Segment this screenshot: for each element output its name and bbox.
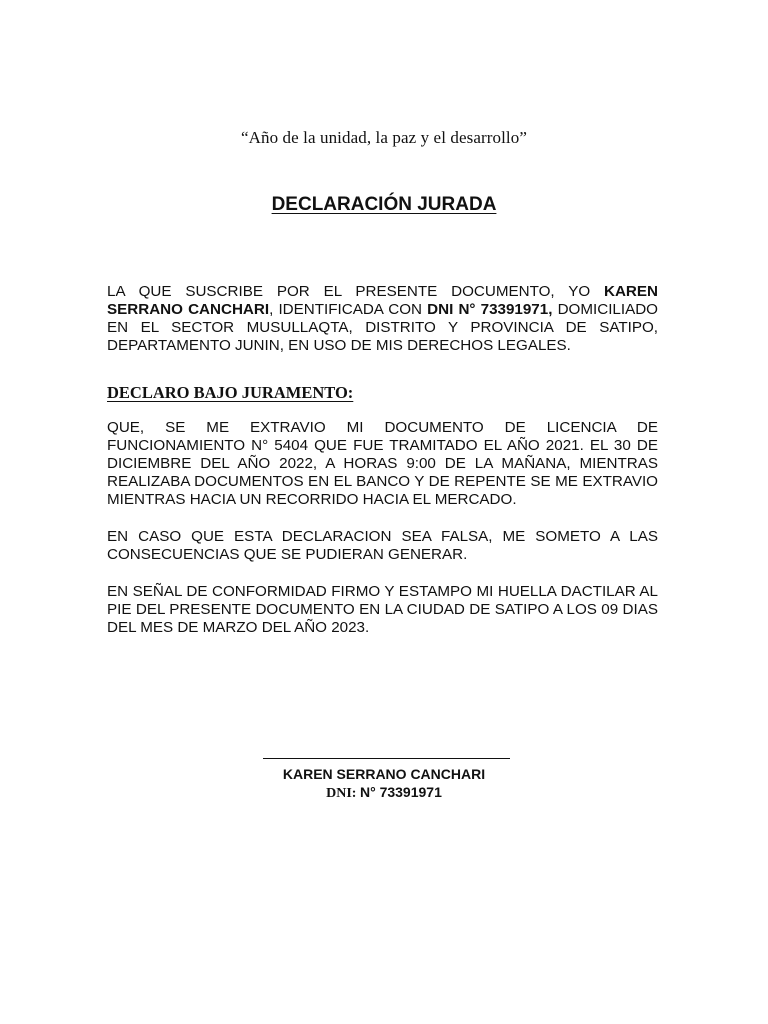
signature-line xyxy=(263,758,510,759)
signature-dni-value: N° 73391971 xyxy=(359,784,442,800)
declarant-name: KAREN SERRANO CANCHARI xyxy=(107,283,658,318)
year-motto: “Año de la unidad, la paz y el desarrollo” xyxy=(240,128,527,147)
signature-dni-label: DNI: xyxy=(326,786,357,801)
declarant-dni: DNI N° 73391971, xyxy=(427,301,553,318)
signature-dni xyxy=(0,784,768,802)
falsity-clause-paragraph: EN CASO QUE ESTA DECLARACION SEA FALSA, ME SOMETO A LAS CONSECUENCIAS QUE SE PUDIERAN GENERAR. xyxy=(107,528,658,563)
document-title: DECLARACIÓN JURADA xyxy=(271,194,497,215)
declaro-heading: DECLARO BAJO JURAMENTO: xyxy=(107,383,354,402)
intro-paragraph xyxy=(107,283,658,355)
intro-text-3: DOMICILIADO EN EL SECTOR MUSULLAQTA, DISTRITO Y PROVINCIA DE SATIPO, DEPARTAMENTO JUNIN, EN USO DE MIS DERECHOS LEGALES. xyxy=(107,301,658,354)
intro-text-2: , IDENTIFICADA CON xyxy=(269,301,428,318)
conformity-paragraph: EN SEÑAL DE CONFORMIDAD FIRMO Y ESTAMPO MI HUELLA DACTILAR AL PIE DEL PRESENTE DOCUMENTO EN LA CIUDAD DE SATIPO A LOS 09 DIAS DEL MES DE MARZO DEL AÑO 2023. xyxy=(107,583,658,636)
statement-paragraph: QUE, SE ME EXTRAVIO MI DOCUMENTO DE LICENCIA DE FUNCIONAMIENTO N° 5404 QUE FUE TRAMITADO EL AÑO 2021. EL 30 DE DICIEMBRE DEL AÑO 2022, A HORAS 9:00 DE LA MAÑANA, MIENTRAS REALIZABA DOCUMENTOS EN EL BANCO Y DE REPENTE SE ME EXTRAVIO MIENTRAS HACIA UN RECORRIDO HACIA EL MERCADO. xyxy=(107,419,658,508)
signature-name: KAREN SERRANO CANCHARI xyxy=(282,766,486,782)
intro-text-1: LA QUE SUSCRIBE POR EL PRESENTE DOCUMENTO, YO xyxy=(107,283,604,300)
